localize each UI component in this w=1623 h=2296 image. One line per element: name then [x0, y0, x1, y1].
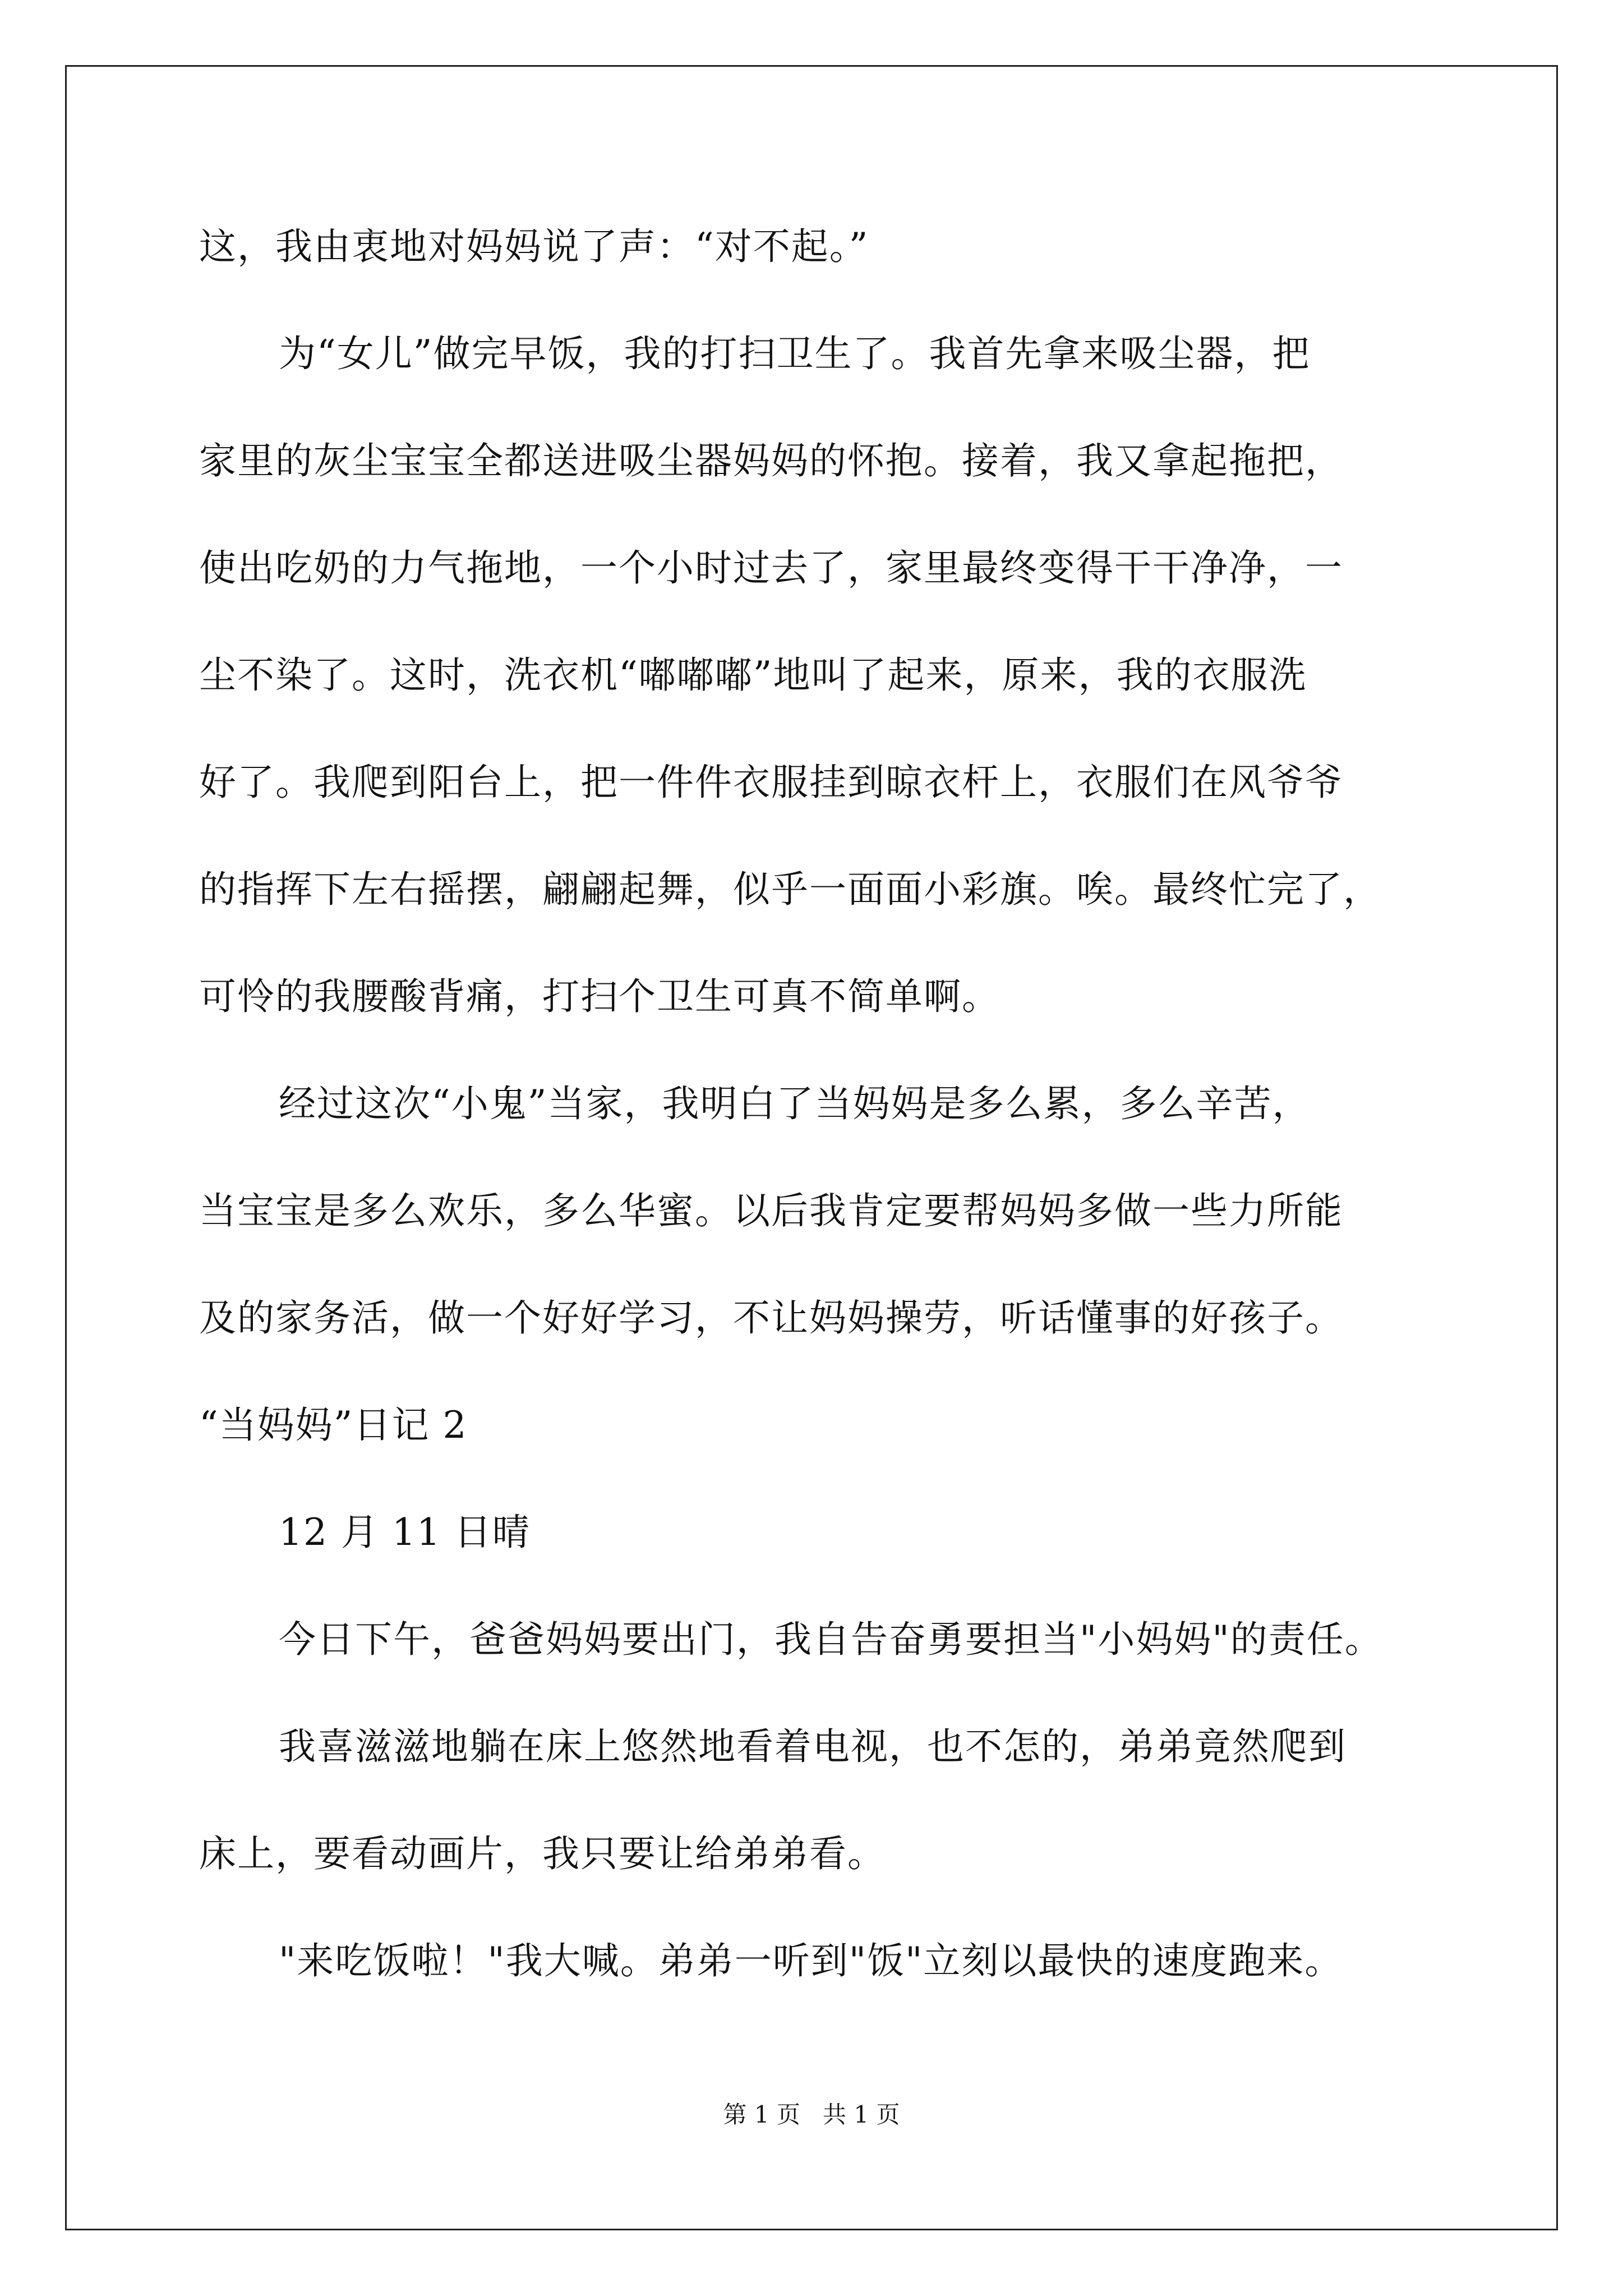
text-line: 尘不染了。这时，洗衣机“嘟嘟嘟”地叫了起来，原来，我的衣服洗	[199, 654, 1307, 697]
text-line: 这，我由衷地对妈妈说了声：“对不起。”	[199, 225, 869, 268]
text-line: 及的家务活，做一个好好学习，不让妈妈操劳，听话懂事的好孩子。	[199, 1296, 1343, 1340]
section-heading: “当妈妈”日记 2	[199, 1404, 468, 1447]
text-line: 当宝宝是多么欢乐，多么华蜜。以后我肯定要帮妈妈多做一些力所能	[199, 1189, 1343, 1232]
text-line: 家里的灰尘宝宝全都送进吸尘器妈妈的怀抱。接着，我又拿起拖把，	[199, 439, 1343, 482]
text-line: 今日下午，爸爸妈妈要出门，我自告奋勇要担当"小妈妈"的责任。	[279, 1618, 1383, 1661]
diary-date: 12 月 11 日晴	[279, 1511, 531, 1554]
text-line: 使出吃奶的力气拖地，一个小时过去了，家里最终变得干干净净，一	[199, 546, 1343, 590]
text-line: 经过这次“小鬼”当家，我明白了当妈妈是多么累，多么辛苦，	[279, 1082, 1311, 1125]
text-line: 可怜的我腰酸背痛，打扫个卫生可真不简单啊。	[199, 975, 1000, 1018]
text-line: 好了。我爬到阳台上，把一件件衣服挂到晾衣杆上，衣服们在风爷爷	[199, 761, 1343, 804]
text-line: 我喜滋滋地躺在床上悠然地看着电视，也不怎的，弟弟竟然爬到	[279, 1725, 1347, 1768]
text-line: "来吃饭啦！"我大喊。弟弟一听到"饭"立刻以最快的速度跑来。	[279, 1939, 1343, 1982]
text-line: 的指挥下左右摇摆，翩翩起舞，似乎一面面小彩旗。唉。最终忙完了，	[199, 868, 1381, 911]
document-body	[199, 213, 1461, 2035]
page-footer: 第 1 页 共 1 页	[723, 2101, 900, 2128]
text-line: 床上，要看动画片，我只要让给弟弟看。	[199, 1832, 886, 1875]
text-line: 为“女儿”做完早饭，我的打扫卫生了。我首先拿来吸尘器，把	[279, 332, 1311, 375]
